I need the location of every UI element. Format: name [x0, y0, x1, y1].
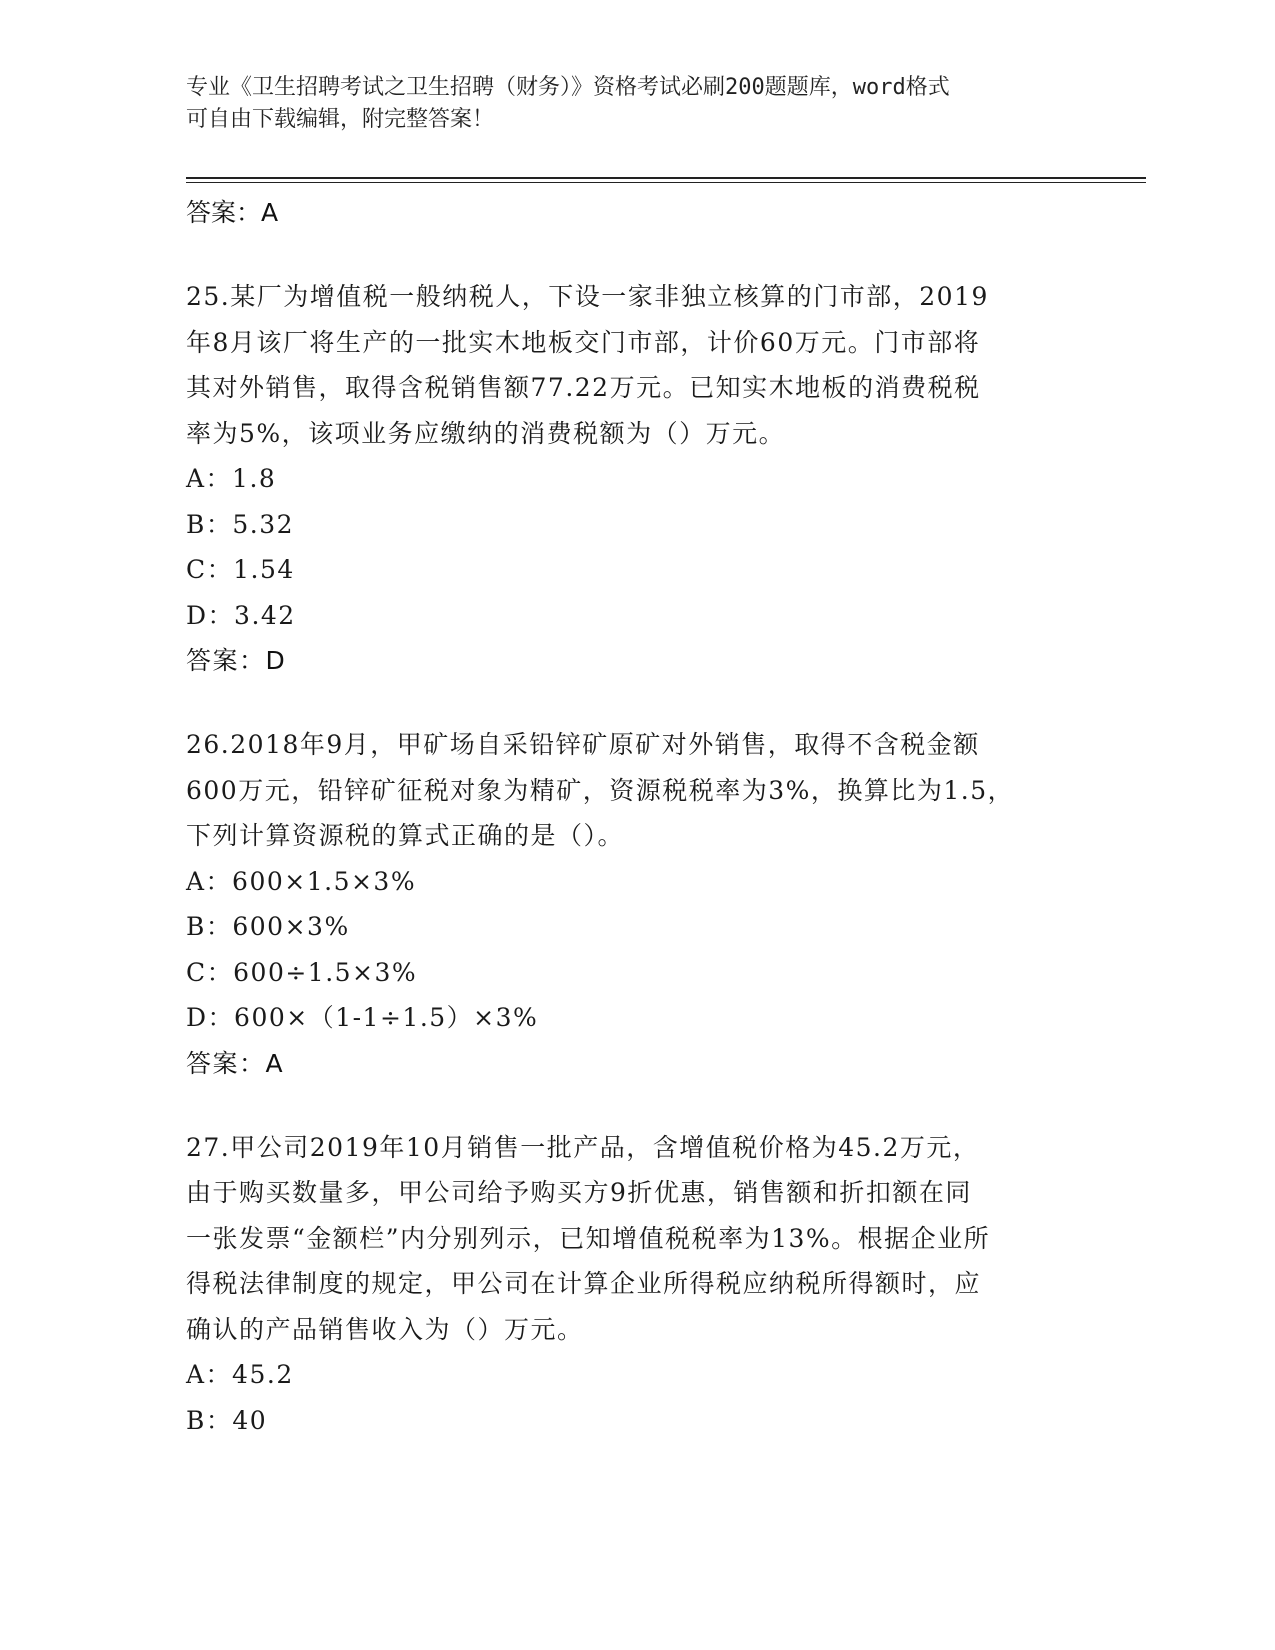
option-b: B：5.32 — [186, 509, 295, 539]
option-a: A：600×1.5×3% — [186, 866, 417, 896]
stem-line: 一张发票“金额栏”内分别列示，已知增值税税率为13%。根据企业所 — [186, 1223, 991, 1253]
option-a: A：1.8 — [186, 464, 277, 493]
header-rule-thin — [186, 182, 1146, 183]
stem-line: 年8月该厂将生产的一批实木地板交门市部，计价60万元。门市部将 — [186, 327, 981, 357]
header-rule-thick — [186, 177, 1146, 179]
header-line-2: 可自由下载编辑，附完整答案！ — [186, 107, 495, 132]
page-header — [186, 72, 1086, 136]
option-d: D：600×（1-1÷1.5）×3% — [186, 1003, 539, 1032]
stem-line: 确认的产品销售收入为（）万元。 — [186, 1314, 584, 1344]
question-stem — [186, 722, 1086, 859]
stem-line: 600万元，铅锌矿征税对象为精矿，资源税税率为3%，换算比为1.5， — [186, 775, 1015, 805]
question-stem — [186, 1125, 1086, 1353]
option-b: B：600×3% — [186, 912, 350, 941]
stem-line: 由于购买数量多，甲公司给予购买方9折优惠，销售额和折扣额在同 — [186, 1178, 972, 1207]
document-body — [186, 190, 1086, 1443]
option-a: A：45.2 — [186, 1360, 294, 1389]
question-26 — [186, 722, 1086, 1087]
question-27 — [186, 1125, 1086, 1444]
stem-line: 率为5%，该项业务应缴纳的消费税额为（）万元。 — [186, 418, 786, 448]
option-b: B：40 — [186, 1405, 268, 1435]
previous-answer: 答案：A — [186, 198, 279, 227]
stem-line: 26.2018年9月，甲矿场自采铅锌矿原矿对外销售，取得不含税金额 — [186, 730, 980, 759]
stem-line: 25.某厂为增值税一般纳税人，下设一家非独立核算的门市部，2019 — [186, 282, 989, 311]
answer: 答案：D — [186, 646, 287, 675]
stem-line: 得税法律制度的规定，甲公司在计算企业所得税应纳税所得额时，应 — [186, 1269, 982, 1298]
question-25 — [186, 274, 1086, 684]
stem-line: 27.甲公司2019年10月销售一批产品，含增值税价格为45.2万元， — [186, 1132, 980, 1162]
question-stem — [186, 274, 1086, 456]
answer: 答案：A — [186, 1048, 285, 1078]
stem-line: 其对外销售，取得含税销售额77.22万元。已知实木地板的消费税税 — [186, 373, 981, 402]
option-c: C：600÷1.5×3% — [186, 957, 418, 987]
option-d: D：3.42 — [186, 600, 296, 630]
stem-line: 下列计算资源税的算式正确的是（）。 — [186, 821, 625, 850]
option-c: C：1.54 — [186, 555, 295, 584]
header-line-1: 专业《卫生招聘考试之卫生招聘（财务）》资格考试必刷200题题库，word格式 — [186, 75, 950, 100]
